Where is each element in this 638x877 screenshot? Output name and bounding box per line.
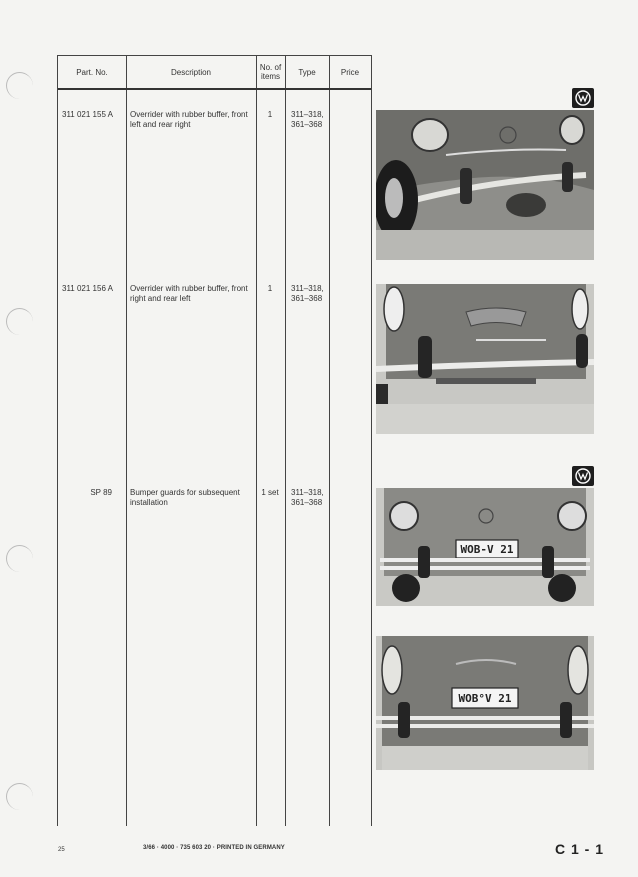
punch-hole xyxy=(6,72,33,99)
page-number: 25 xyxy=(58,847,65,853)
photo-rear-bumper-guards xyxy=(376,636,594,770)
license-plate: WOB-V 21 xyxy=(460,542,514,556)
part-type: 311–318, 361–368 xyxy=(291,488,324,507)
part-type: 311–318, 361–368 xyxy=(291,284,324,303)
header-type: Type xyxy=(298,67,316,77)
print-info: 3/66 · 4000 · 735 603 20 · PRINTED IN GERMANY xyxy=(143,845,285,851)
part-number: SP 89 xyxy=(90,488,112,497)
part-description: Bumper guards for subsequent installation xyxy=(130,488,240,507)
column-divider xyxy=(329,56,330,826)
part-quantity: 1 xyxy=(267,284,273,293)
header-rule xyxy=(58,88,371,90)
column-divider xyxy=(126,56,127,826)
section-code: C 1 - 1 xyxy=(555,841,605,857)
header-description: Description xyxy=(170,67,211,77)
punch-hole xyxy=(6,308,33,335)
photo-rear-overrider xyxy=(376,284,594,434)
part-number: 311 021 156 A xyxy=(62,284,114,293)
column-divider xyxy=(285,56,286,826)
photo-front-bumper-guards xyxy=(376,488,594,606)
header-price: Price xyxy=(340,67,360,77)
header-part-no: Part. No. xyxy=(76,67,108,77)
punch-hole xyxy=(6,783,33,810)
column-divider xyxy=(256,56,257,826)
punch-hole xyxy=(6,545,33,572)
vw-logo-icon xyxy=(572,466,594,486)
part-type: 311–318, 361–368 xyxy=(291,110,324,129)
part-quantity: 1 xyxy=(267,110,273,119)
vw-logo-icon xyxy=(572,88,594,108)
part-description: Overrider with rubber buffer, front right and rear left xyxy=(130,284,248,303)
part-description: Overrider with rubber buffer, front left and rear right xyxy=(130,110,248,129)
photo-front-overrider xyxy=(376,110,594,260)
license-plate: WOB°V 21 xyxy=(458,691,512,705)
parts-table xyxy=(57,55,372,826)
header-qty: No. of items xyxy=(259,63,282,81)
part-quantity: 1 set xyxy=(261,488,279,497)
part-number: 311 021 155 A xyxy=(62,110,114,119)
